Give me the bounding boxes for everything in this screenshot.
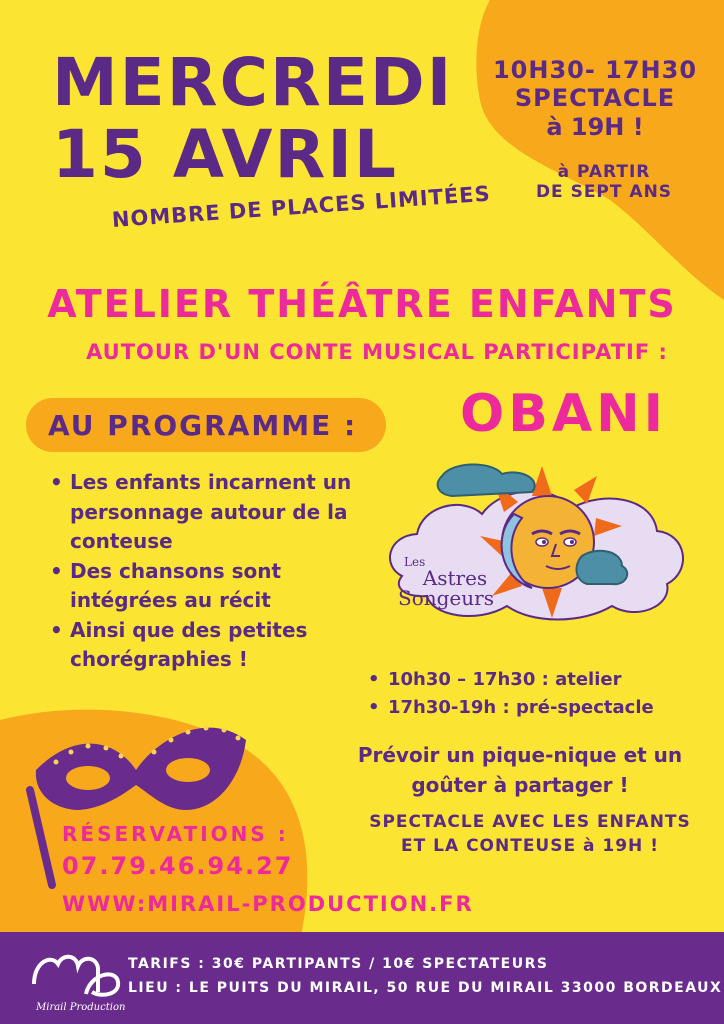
reservation-website-link[interactable]: WWW:MIRAIL-PRODUCTION.FR bbox=[62, 892, 474, 916]
top-right-blob bbox=[450, 0, 724, 300]
reservation-label: RÉSERVATIONS : bbox=[62, 822, 289, 846]
show-label: SPECTACLE bbox=[514, 84, 676, 112]
show-time: à 19H ! bbox=[546, 113, 644, 141]
list-item: • 10h30 – 17h30 : atelier bbox=[366, 666, 706, 694]
list-item: • Des chansons sont intégrées au récit bbox=[48, 557, 368, 616]
age-note bbox=[524, 162, 684, 202]
list-item: • Les enfants incarnent un personnage autour de la conteuse bbox=[48, 468, 368, 557]
mirail-production-logo bbox=[26, 944, 126, 1014]
schedule-list bbox=[366, 666, 706, 722]
show-note-line-2: ET LA CONTEUSE à 19H ! bbox=[401, 836, 659, 856]
show-name: OBANI bbox=[460, 384, 667, 444]
picnic-note: Prévoir un pique-nique et un goûter à partager ! bbox=[357, 743, 683, 797]
age-line-2: DE SEPT ANS bbox=[535, 182, 673, 202]
logo-line-1: Les bbox=[404, 555, 426, 569]
hours-range: 10H30- 17H30 bbox=[492, 56, 698, 84]
logo-wordmark bbox=[398, 556, 494, 608]
age-line-1: à PARTIR bbox=[557, 162, 651, 182]
programme-heading: AU PROGRAMME : bbox=[26, 398, 386, 452]
event-date: 15 AVRIL bbox=[52, 116, 398, 193]
event-title: ATELIER THÉÂTRE ENFANTS bbox=[47, 282, 677, 326]
footer-lieu: LIEU : LE PUITS DU MIRAIL, 50 RUE DU MIRAIL 33000 BORDEAUX bbox=[128, 980, 723, 996]
event-subtitle: AUTOUR D'UN CONTE MUSICAL PARTICIPATIF : bbox=[86, 340, 668, 364]
list-item: • 17h30-19h : pré-spectacle bbox=[366, 694, 706, 722]
list-item: • Ainsi que des petites chorégraphies ! bbox=[48, 616, 368, 675]
footer-tarifs: TARIFS : 30€ PARTIPANTS / 10€ SPECTATEURS bbox=[128, 956, 549, 972]
reservation-phone[interactable]: 07.79.46.94.27 bbox=[62, 852, 294, 880]
logo-line-3: Songeurs bbox=[398, 586, 494, 610]
hours-box bbox=[490, 56, 700, 142]
show-note-line-1: SPECTACLE AVEC LES ENFANTS bbox=[369, 812, 691, 832]
programme-list bbox=[48, 468, 368, 675]
limited-places-note: NOMBRE DE PLACES LIMITÉES bbox=[111, 181, 492, 232]
logo-line-2: Astres bbox=[422, 566, 488, 590]
event-day: MERCREDI bbox=[52, 44, 454, 121]
footer-bar bbox=[0, 932, 724, 1024]
footer-info bbox=[128, 952, 722, 1000]
footer-logo-text: Mirail Production bbox=[36, 1002, 126, 1013]
show-note bbox=[340, 810, 720, 858]
